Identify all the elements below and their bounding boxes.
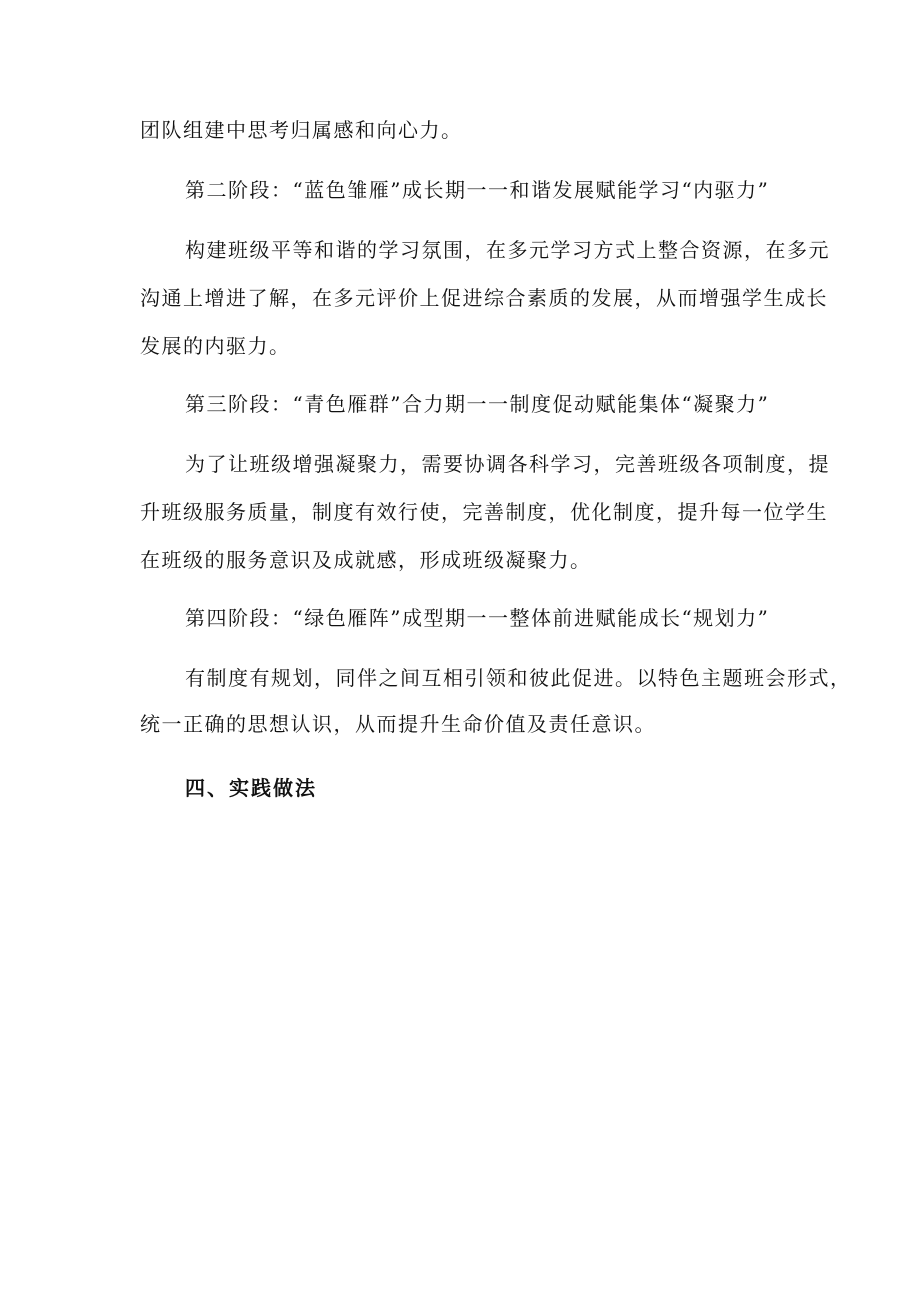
paragraph-line: 有制度有规划，同伴之间互相引领和彼此促进。以特色主题班会形式， xyxy=(185,666,852,690)
paragraph-line: 沟通上增进了解，在多元评价上促进综合素质的发展，从而增强学生成长 xyxy=(140,286,828,310)
section-four-heading: 四、实践做法 xyxy=(185,776,317,800)
paragraph-line: 统一正确的思想认识，从而提升生命价值及责任意识。 xyxy=(140,712,656,736)
paragraph-line: 在班级的服务意识及成就感，形成班级凝聚力。 xyxy=(140,548,592,572)
paragraph-line: 升班级服务质量，制度有效行使，完善制度，优化制度，提升每一位学生 xyxy=(140,500,828,524)
stage-two-heading: 第二阶段：“蓝色雏雁”成长期一一和谐发展赋能学习“内驱力” xyxy=(185,178,770,202)
stage-three-heading: 第三阶段：“青色雁群”合力期一一制度促动赋能集体“凝聚力” xyxy=(185,392,770,416)
paragraph-line: 构建班级平等和谐的学习氛围，在多元学习方式上整合资源，在多元 xyxy=(185,238,830,262)
stage-four-heading: 第四阶段：“绿色雁阵”成型期一一整体前进赋能成长“规划力” xyxy=(185,606,770,630)
paragraph-continuation-line: 团队组建中思考归属感和向心力。 xyxy=(140,118,463,142)
paragraph-line: 为了让班级增强凝聚力，需要协调各科学习，完善班级各项制度，提 xyxy=(185,452,830,476)
paragraph-line: 发展的内驱力。 xyxy=(140,334,291,358)
